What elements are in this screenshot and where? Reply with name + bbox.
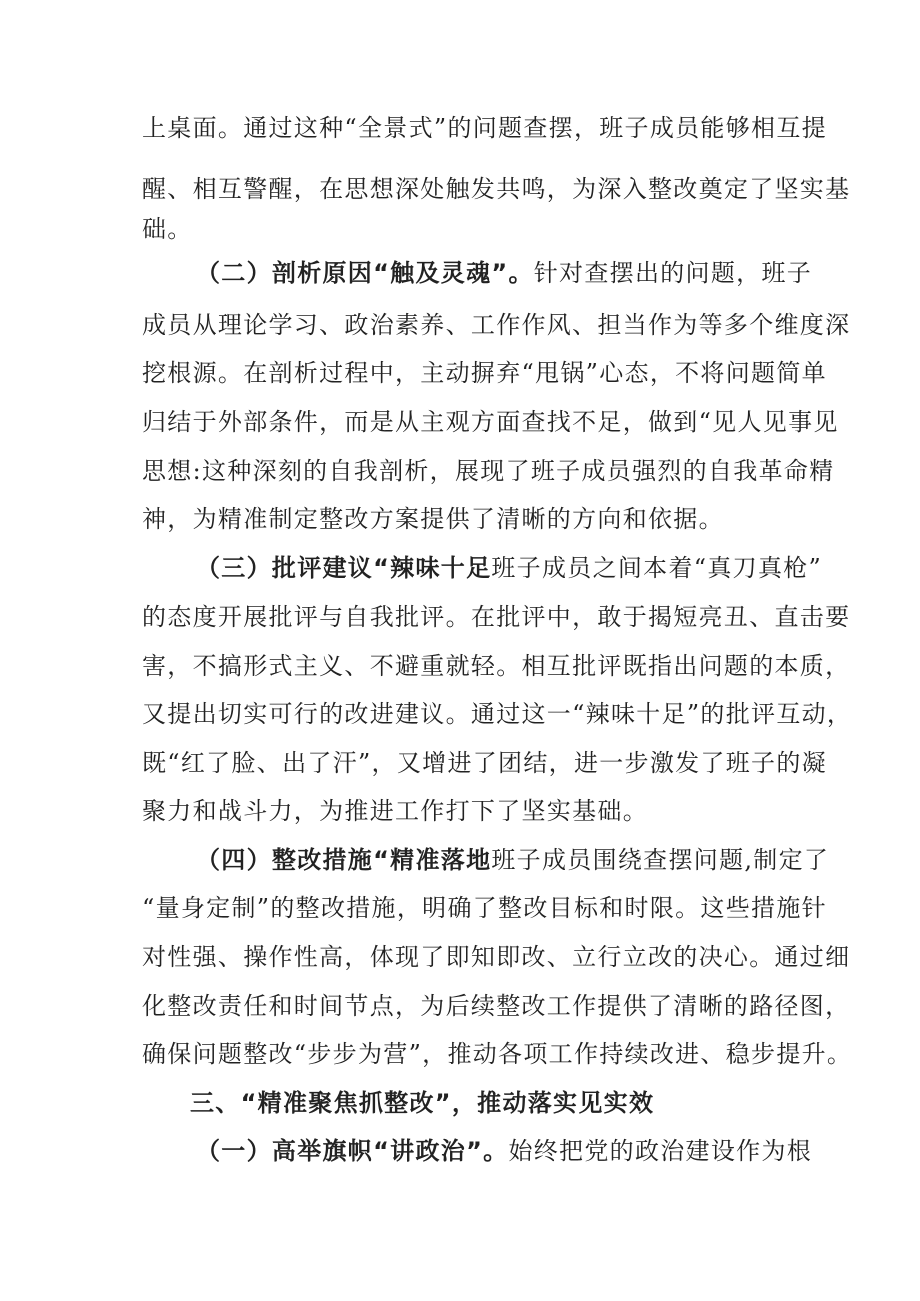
paragraph-first-line — [196, 258, 812, 288]
subheading-4: （四）整改措施“精准落地 — [196, 846, 492, 874]
paragraph-text: 班子成员围绕查摆问题,制定了 — [491, 846, 830, 874]
paragraph-line: 害，不搞形式主义、不避重就轻。相互批评既指出问题的本质， — [142, 652, 851, 680]
paragraph-line: 归结于外部条件，而是从主观方面查找不足，做到“见人见事见 — [142, 408, 839, 436]
paragraph-line: “量身定制”的整改措施，明确了整改目标和时限。这些措施针 — [142, 894, 827, 922]
paragraph-line: 又提出切实可行的改进建议。通过这一“辣味十足”的批评互动， — [142, 700, 853, 728]
paragraph-line: 确保问题整改“步步为营”，推动各项工作持续改进、稳步提升。 — [142, 1040, 853, 1068]
paragraph-line: 既“红了脸、出了汗”，又增进了团结，进一步激发了班子的凝 — [142, 749, 827, 777]
paragraph-line: 化整改责任和时间节点，为后续整改工作提供了清晰的路径图， — [142, 992, 851, 1020]
paragraph-text: 针对查摆出的问题，班子 — [533, 259, 813, 287]
paragraph-line: 神，为精准制定整改方案提供了清晰的方向和依据。 — [142, 505, 724, 533]
paragraph-first-line — [196, 845, 829, 875]
paragraph-line: 对性强、操作性高，体现了即知即改、立行立改的决心。通过细 — [142, 943, 851, 971]
paragraph-line: 成员从理论学习、政治素养、工作作风、担当作为等多个维度深 — [142, 311, 851, 339]
paragraph-line: 醒、相互警醒，在思想深处触发共鸣，为深入整改奠定了坚实基 — [142, 175, 851, 203]
paragraph-text: 始终把党的政治建设作为根 — [508, 1137, 813, 1165]
paragraph-text: 班子成员之间本着“真刀真枪” — [491, 554, 823, 582]
section-heading: 三、“精准聚焦抓整改”，推动落实见实效 — [190, 1089, 655, 1117]
paragraph-line: 的态度开展批评与自我批评。在批评中，敢于揭短亮丑、直击要 — [142, 603, 851, 631]
subheading-2: （二）剖析原因“触及灵魂”。 — [196, 259, 534, 287]
paragraph-first-line — [196, 553, 822, 583]
subheading-3: （三）批评建议“辣味十足 — [196, 554, 492, 582]
paragraph-first-line — [196, 1136, 812, 1166]
paragraph-line: 础。 — [142, 215, 193, 243]
paragraph-line: 聚力和战斗力，为推进工作打下了坚实基础。 — [142, 797, 648, 825]
subheading-1: （一）高举旗帜“讲政治”。 — [196, 1137, 509, 1165]
paragraph-line: 思想:这种深刻的自我剖析，展现了班子成员强烈的自我革命精 — [142, 457, 835, 485]
paragraph-line: 挖根源。在剖析过程中，主动摒弃“甩锅”心态，不将问题简单 — [142, 359, 827, 387]
paragraph-line: 上桌面。通过这种“全景式”的问题查摆，班子成员能够相互提 — [142, 114, 827, 142]
